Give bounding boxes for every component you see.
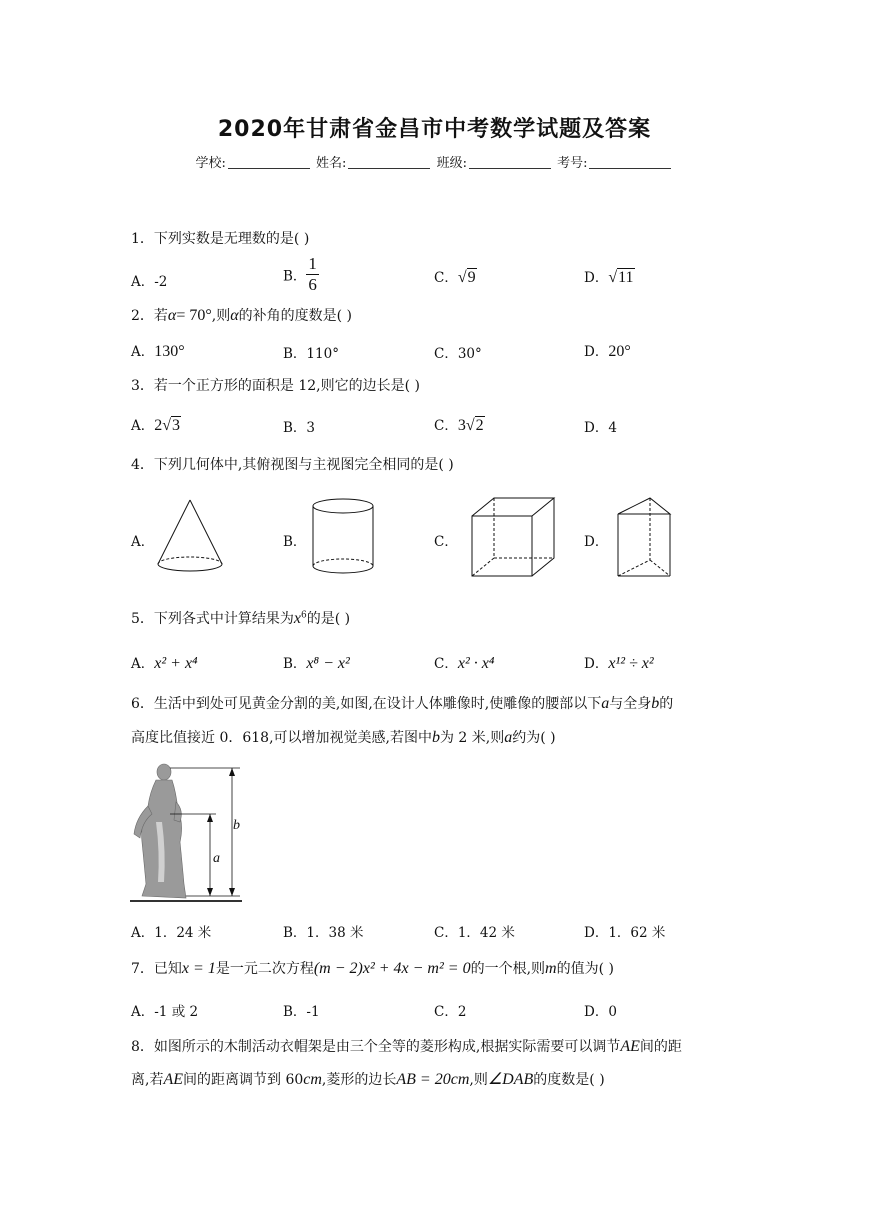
q2-option-b: B．110°	[283, 346, 339, 362]
q1-option-c: C．√9	[434, 269, 476, 286]
question-6-line-1: 6．生活中到处可见黄金分割的美,如图,在设计人体雕像时,使雕像的腰部以下a与全身b的	[131, 695, 674, 712]
q4-option-b: B．	[283, 534, 307, 550]
q1-option-d: D．√11	[584, 269, 634, 286]
q6-option-d: D．1．62 米	[584, 925, 666, 941]
q7-option-a: A．-1 或 2	[131, 1004, 199, 1020]
q7-option-c: C．2	[434, 1004, 467, 1020]
question-6-line-2: 高度比值接近 0．618,可以增加视觉美感,若图中b为 2 米,则a约为( )	[131, 729, 556, 746]
q3-option-a: A．2√3	[131, 417, 181, 434]
q6-option-a: A．1．24 米	[131, 925, 212, 941]
statue-label-a: a	[213, 851, 220, 866]
q6-option-c: C．1．42 米	[434, 925, 515, 941]
q2-option-d: D．20°	[584, 343, 631, 360]
statue-label-b: b	[233, 818, 240, 833]
q5-option-c: C．x² · x⁴	[434, 655, 495, 672]
class-label: 班级:	[436, 156, 467, 171]
question-8-line-1: 8．如图所示的木制活动衣帽架是由三个全等的菱形构成,根据实际需要可以调节AE间的距	[131, 1038, 682, 1055]
q3-option-c: C．3√2	[434, 417, 484, 434]
school-label: 学校:	[195, 156, 226, 171]
q4-option-c: C．	[434, 534, 458, 550]
statue-figure	[130, 762, 242, 902]
school-blank[interactable]	[228, 156, 310, 169]
class-blank[interactable]	[469, 156, 551, 169]
number-blank[interactable]	[589, 156, 671, 169]
q1-option-a: A．-2	[131, 274, 168, 290]
question-8-line-2: 离,若AE间的距离调节到 60cm,菱形的边长AB = 20cm,则∠DAB的度数是( )	[131, 1071, 605, 1088]
question-4: 4．下列几何体中,其俯视图与主视图完全相同的是( )	[131, 457, 454, 473]
cylinder-figure	[306, 496, 380, 582]
q5-option-b: B．x⁸ − x²	[283, 655, 350, 672]
number-label: 考号:	[557, 156, 588, 171]
student-info-line	[0, 152, 869, 171]
q4-option-d: D．	[584, 534, 609, 550]
q5-option-d: D．x¹² ÷ x²	[584, 655, 654, 672]
q7-option-d: D．0	[584, 1004, 617, 1020]
q1-option-b: B． $\frac{1}{6}$	[283, 254, 317, 294]
q3-option-b: B．3	[283, 420, 316, 436]
question-3: 3．若一个正方形的面积是 12,则它的边长是( )	[131, 378, 420, 394]
q3-option-d: D．4	[584, 420, 617, 436]
q5-option-a: A．x² + x⁴	[131, 655, 198, 672]
cone-figure	[150, 496, 230, 576]
question-7: 7．已知x = 1是一元二次方程(m − 2)x² + 4x − m² = 0的一个根,则m的值为( )	[131, 960, 614, 977]
q6-option-b: B．1．38 米	[283, 925, 364, 941]
fraction: $\frac{1}{6}$	[308, 254, 317, 294]
q2-option-a: A．130°	[131, 343, 185, 360]
cube-figure	[468, 494, 560, 582]
name-blank[interactable]	[348, 156, 430, 169]
name-label: 姓名:	[316, 156, 347, 171]
question-2: 2．若α= 70°,则α的补角的度数是( )	[131, 307, 352, 324]
q2-option-c: C．30°	[434, 346, 482, 362]
q7-option-b: B．-1	[283, 1004, 320, 1020]
page-title: 2020年甘肃省金昌市中考数学试题及答案	[217, 117, 652, 142]
question-1: 1．下列实数是无理数的是( )	[131, 231, 310, 247]
question-5: 5．下列各式中计算结果为$x^6$的是( )	[131, 610, 351, 627]
triangular-prism-figure	[612, 494, 676, 580]
q4-option-a: A．	[131, 534, 155, 550]
